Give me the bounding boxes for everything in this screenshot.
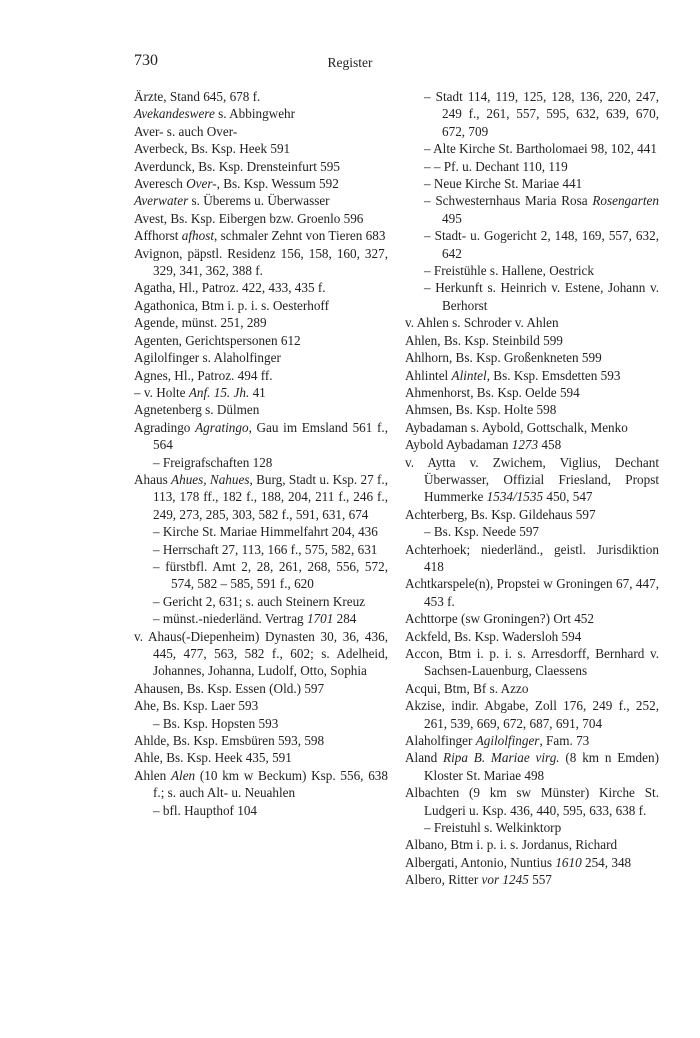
index-entry: Avekandeswere s. Abbingwehr	[134, 106, 296, 122]
index-entry: Ahmsen, Bs. Ksp. Holte 598	[405, 402, 557, 418]
index-entry: Acqui, Btm, Bf s. Azzo	[405, 680, 529, 696]
index-entry: – Neue Kirche St. Mariae 441	[424, 176, 583, 192]
running-head: Register	[327, 55, 373, 70]
index-entry: Avest, Bs. Ksp. Eibergen bzw. Groenlo 596	[134, 210, 364, 226]
index-entry: – v. Holte Anf. 15. Jh. 41	[134, 384, 266, 400]
index-entry: Albero, Ritter vor 1245 557	[405, 872, 552, 888]
index-entry: – Bs. Ksp. Neede 597	[424, 524, 540, 540]
index-entry: v. Ahaus(-Diepenheim) Dynasten 30, 36, 436, 445, 477, 563, 582 f., 602; s. Adelheid, Johannes, Johanna, Ludolf, Otto, Sophia	[134, 628, 388, 679]
index-entry: Ahaus Ahues, Nahues, Burg, Stadt u. Ksp. 27 f., 113, 178 ff., 182 f., 188, 204, 211 f., 246 f., 249, 273, 285, 303, 582 f., 591, 631, 674	[134, 471, 388, 522]
index-entry: – Freistühle s. Hallene, Oestrick	[424, 263, 594, 279]
index-entry: Agenten, Gerichtspersonen 612	[134, 332, 301, 348]
index-entry: Agnetenberg s. Dülmen	[134, 402, 260, 418]
index-entry: – Alte Kirche St. Bartholomaei 98, 102, 441	[424, 141, 657, 157]
index-entry: Agatha, Hl., Patroz. 422, 433, 435 f.	[134, 280, 326, 296]
index-entry: Achttorpe (sw Groningen?) Ort 452	[405, 611, 594, 627]
index-entry: Agathonica, Btm i. p. i. s. Oesterhoff	[134, 297, 329, 313]
index-entry: Achterberg, Bs. Ksp. Gildehaus 597	[405, 506, 596, 522]
index-entry: Albano, Btm i. p. i. s. Jordanus, Richard	[405, 837, 618, 853]
index-entry: Agradingo Agratingo, Gau im Emsland 561 f., 564	[134, 419, 389, 453]
index-entry: – – Pf. u. Dechant 110, 119	[424, 158, 568, 174]
index-entry: Ahe, Bs. Ksp. Laer 593	[134, 698, 259, 714]
index-entry: Affhorst afhost, schmaler Zehnt von Tieren 683	[134, 228, 386, 244]
index-entry: Aybadaman s. Aybold, Gottschalk, Menko	[405, 419, 628, 435]
index-entry: – Kirche St. Mariae Himmelfahrt 204, 436	[153, 524, 378, 540]
index-entry: Averdunck, Bs. Ksp. Drensteinfurt 595	[134, 158, 340, 174]
index-entry: Agilolfinger s. Alaholfinger	[134, 350, 281, 366]
index-entry: – Freigrafschaften 128	[153, 454, 273, 470]
index-entry: – Herrschaft 27, 113, 166 f., 575, 582, 631	[153, 541, 378, 557]
index-entry: Aybold Aybadaman 1273 458	[405, 437, 562, 453]
index-entry: Aver- s. auch Over-	[134, 123, 238, 139]
index-entry: – Stadt- u. Gogericht 2, 148, 169, 557, 632, 642	[424, 228, 659, 261]
index-entry: Ahausen, Bs. Ksp. Essen (Old.) 597	[134, 680, 325, 696]
index-entry: Ahlintel Alintel, Bs. Ksp. Emsdetten 593	[405, 367, 621, 383]
index-entry: Accon, Btm i. p. i. s. Arresdorff, Bernhard v. Sachsen-Lauenburg, Claessens	[405, 646, 659, 679]
index-entry: Ahlde, Bs. Ksp. Emsbüren 593, 598	[134, 733, 325, 749]
index-entry: – fürstbfl. Amt 2, 28, 261, 268, 556, 572, 574, 582 – 585, 591 f., 620	[153, 558, 388, 592]
index-entry: Achterhoek; niederländ., geistl. Jurisdiktion 418	[405, 541, 659, 574]
index-entry: Alaholfinger Agilolfinger, Fam. 73	[405, 733, 590, 749]
index-entry: Ahlen, Bs. Ksp. Steinbild 599	[405, 332, 563, 348]
index-entry: Ahlhorn, Bs. Ksp. Großenkneten 599	[405, 350, 602, 366]
index-entry: Ahle, Bs. Ksp. Heek 435, 591	[134, 750, 292, 766]
index-entry: Ahmenhorst, Bs. Ksp. Oelde 594	[405, 384, 580, 400]
index-entry: Akzise, indir. Abgabe, Zoll 176, 249 f., 252, 261, 539, 669, 672, 687, 691, 704	[405, 698, 659, 731]
index-entry: Achtkarspele(n), Propstei w Groningen 67, 447, 453 f.	[405, 576, 659, 609]
index-entry: Avignon, päpstl. Residenz 156, 158, 160, 327, 329, 341, 362, 388 f.	[134, 245, 388, 279]
index-entry: Aland Ripa B. Mariae virg. (8 km n Emden) Kloster St. Mariae 498	[405, 750, 659, 783]
index-entry: Ärzte, Stand 645, 678 f.	[134, 89, 261, 104]
index-entry: – Freistuhl s. Welkinktorp	[424, 820, 562, 836]
index-column-right	[405, 88, 659, 889]
index-entry: – Schwesternhaus Maria Rosa Rosengarten 495	[424, 193, 659, 226]
index-entry: Ackfeld, Bs. Ksp. Wadersloh 594	[405, 628, 582, 644]
index-entry: v. Ahlen s. Schroder v. Ahlen	[405, 315, 559, 331]
index-entry: Albergati, Antonio, Nuntius 1610 254, 348	[405, 854, 632, 870]
index-entry: – Herkunft s. Heinrich v. Estene, Johann v. Berhorst	[424, 280, 659, 313]
index-entry: – Stadt 114, 119, 125, 128, 136, 220, 247, 249 f., 261, 557, 595, 632, 639, 670, 672, 709	[424, 89, 659, 139]
index-column-left	[134, 88, 388, 819]
index-entry: Agnes, Hl., Patroz. 494 ff.	[134, 367, 273, 383]
index-entry: – münst.-niederländ. Vertrag 1701 284	[153, 611, 357, 627]
index-entry: Averbeck, Bs. Ksp. Heek 591	[134, 141, 291, 157]
index-entry: – Bs. Ksp. Hopsten 593	[153, 715, 279, 731]
index-entry: v. Aytta v. Zwichem, Viglius, Dechant Überwasser, Offizial Friesland, Propst Hummerke 1534/1535 450, 547	[405, 454, 659, 505]
index-entry: Averesch Over-, Bs. Ksp. Wessum 592	[134, 176, 339, 192]
index-entry: Albachten (9 km sw Münster) Kirche St. Ludgeri u. Ksp. 436, 440, 595, 633, 638 f.	[405, 785, 659, 818]
index-entry: – Gericht 2, 631; s. auch Steinern Kreuz	[153, 593, 366, 609]
page-number: 730	[134, 52, 158, 69]
index-entry: Agende, münst. 251, 289	[134, 315, 267, 331]
index-entry: – bfl. Haupthof 104	[153, 802, 258, 818]
index-entry: Averwater s. Überems u. Überwasser	[134, 193, 330, 209]
index-entry: Ahlen Alen (10 km w Beckum) Ksp. 556, 638 f.; s. auch Alt- u. Neuahlen	[134, 767, 388, 801]
